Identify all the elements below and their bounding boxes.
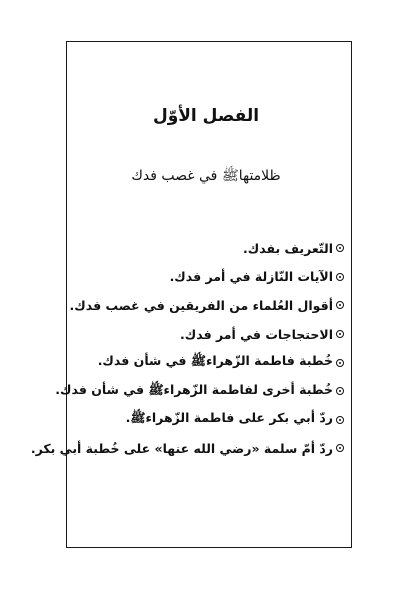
bullet-icon [336,416,344,424]
topic-text: الآيات النّازلة في أمر فدك. [169,269,333,285]
topic-text: خُطبة أخرى لفاطمة الزّهراءﷺ في شأن فدك. [55,381,333,397]
list-item [64,234,344,263]
list-item [64,406,344,435]
topic-list [30,234,344,463]
topic-text: ردّ أمّ سلمة «رضي الله عنها» على خُطبة أبي بكر. [30,440,333,456]
bullet-icon [336,387,344,395]
bullet-icon [336,273,344,281]
topic-text: الاحتجاجات في أمر فدك. [180,326,333,342]
bullet-icon [336,359,344,367]
topic-text: التّعريف بفدك. [243,240,333,256]
list-item [64,348,344,377]
topic-text: أقوال العُلماء من الفريقين في غصب فدك. [69,297,333,313]
chapter-title: الفصل الأوّل [152,106,260,126]
list-item [64,320,344,349]
list-item [64,291,344,320]
topic-text: ردّ أبي بكر على فاطمة الزّهراءﷺ. [125,410,333,426]
bullet-icon [336,330,344,338]
bullet-icon [336,244,344,252]
topic-text: خُطبة فاطمة الزّهراءﷺ في شأن فدك. [97,353,333,369]
chapter-subtitle: ظلامتهاﷺ في غصب فدك [131,168,281,184]
list-item [30,434,344,463]
list-item [64,263,344,292]
bullet-icon [336,301,344,309]
bullet-icon [336,444,344,452]
list-item [55,377,344,406]
